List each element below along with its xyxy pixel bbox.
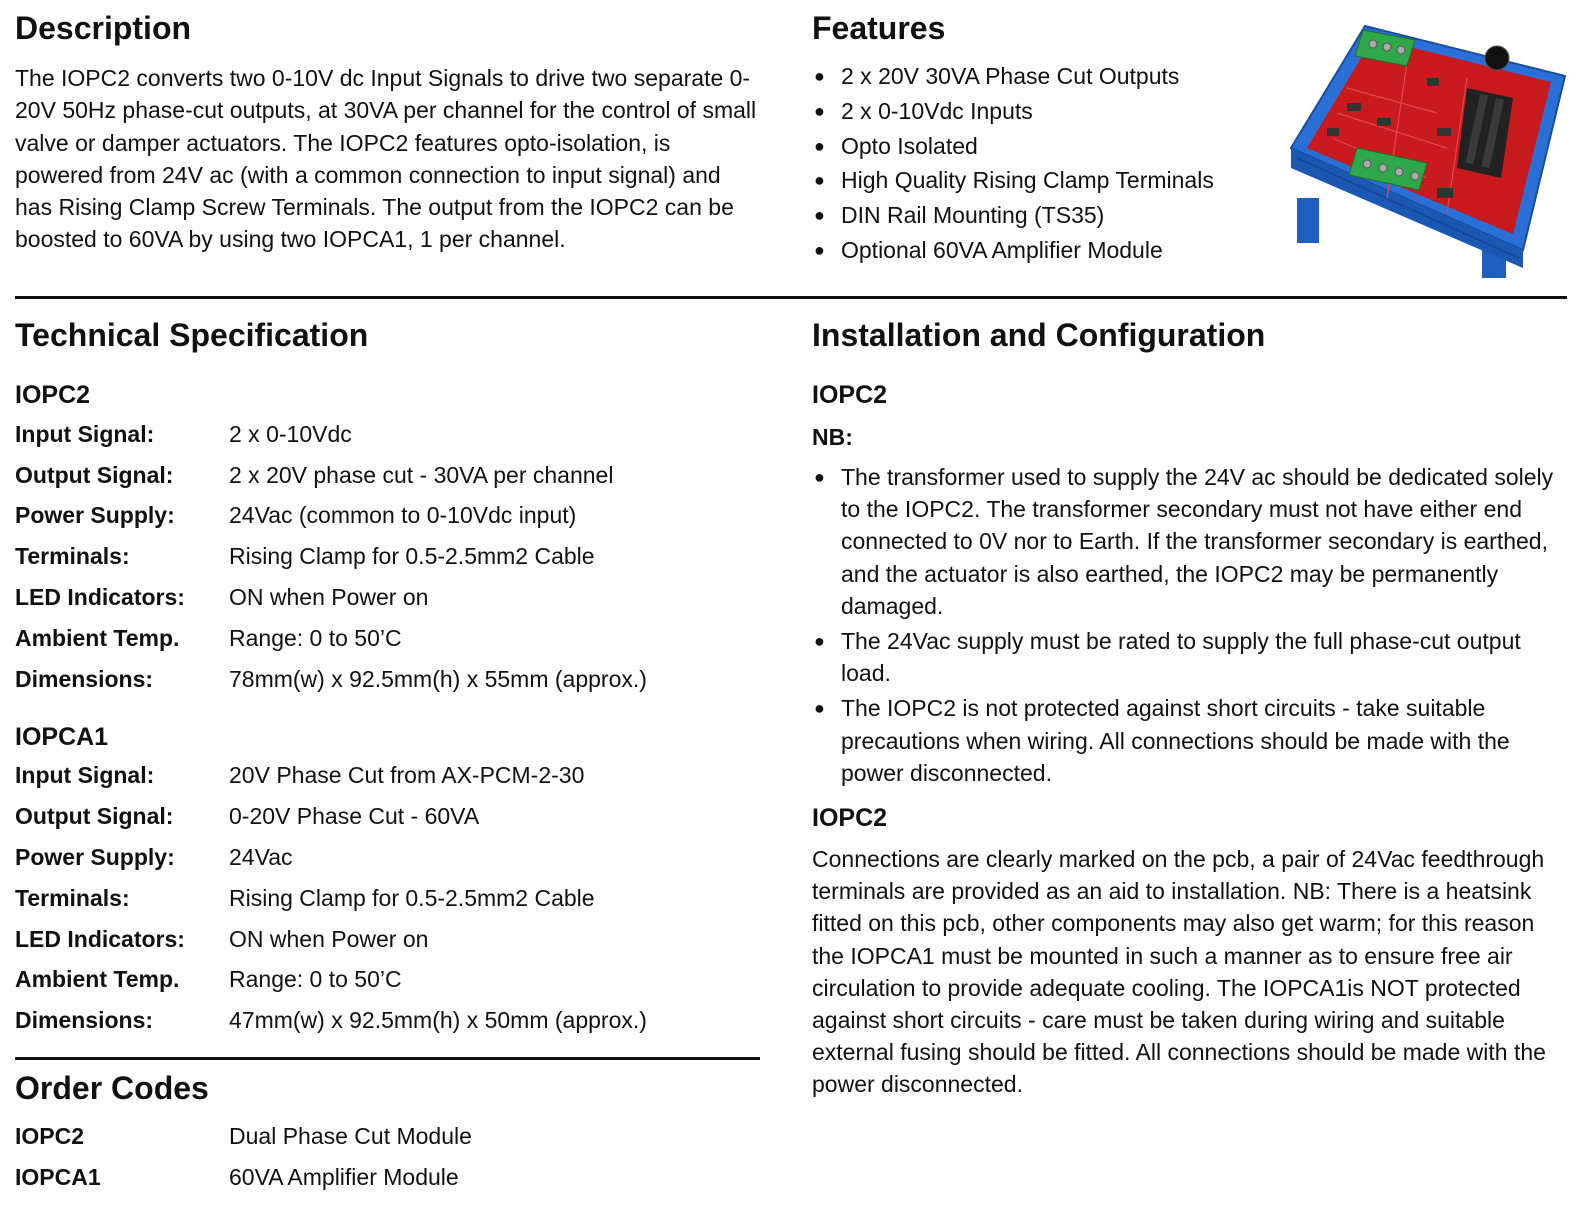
features-section — [812, 10, 1282, 268]
installation-section — [812, 317, 1567, 1101]
installation-subtitle-2: IOPC2 — [812, 804, 888, 833]
spec-row: Output Signal: 2 x 20V phase cut - 30VA per channel — [15, 461, 614, 488]
iopca1-spec-table — [15, 756, 760, 1042]
feature-item: ● Opto Isolated — [812, 129, 1282, 164]
order-codes-section — [15, 1070, 760, 1198]
order-codes-table — [15, 1116, 760, 1198]
spec-row: LED Indicators: ON when Power on — [15, 925, 429, 952]
spec-row: Output Signal: 0-20V Phase Cut - 60VA — [15, 803, 480, 830]
spec-row: Input Signal: 20V Phase Cut from AX-PCM-2-30 — [15, 762, 585, 789]
feature-item: ● Optional 60VA Amplifier Module — [812, 233, 1282, 268]
iopca1-spec-title: IOPCA1 — [15, 722, 109, 751]
installation-heading: Installation and Configuration — [812, 317, 1266, 353]
bullet-icon: ● — [814, 100, 825, 121]
installation-notes-list — [812, 461, 1567, 789]
feature-item: ● DIN Rail Mounting (TS35) — [812, 198, 1282, 233]
bullet-icon: ● — [814, 467, 825, 487]
spec-row: Ambient Temp. Range: 0 to 50’C — [15, 624, 402, 651]
divider-top — [15, 296, 1567, 299]
feature-item: ● 2 x 0-10Vdc Inputs — [812, 94, 1282, 129]
divider-order-codes — [15, 1057, 760, 1060]
spec-row: Dimensions: 78mm(w) x 92.5mm(h) x 55mm (approx.) — [15, 665, 647, 692]
bullet-icon: ● — [814, 135, 825, 156]
note-item: ● The 24Vac supply must be rated to supply the full phase-cut output load. — [812, 625, 1567, 689]
features-heading: Features — [812, 10, 946, 46]
spec-row: LED Indicators: ON when Power on — [15, 584, 429, 611]
nb-label: NB: — [812, 424, 853, 450]
order-codes-heading: Order Codes — [15, 1070, 209, 1106]
bullet-icon: ● — [814, 698, 825, 719]
spec-row: Terminals: Rising Clamp for 0.5-2.5mm2 Cable — [15, 543, 595, 570]
pcb-module-image — [1287, 18, 1567, 280]
description-text: The IOPC2 converts two 0-10V dc Input Signals to drive two separate 0-20V 50Hz phase-cut outputs, at 30VA per channel for the control of small valve or damper actuators. The IOPC2 features opto-isolation, is powered from 24V ac (with a common connection to input signal) and has Rising Clamp Screw Terminals. The output from the IOPC2 can be boosted to 60VA by using two IOPCA1, 1 per channel. — [15, 65, 757, 253]
order-code-row: IOPC2 Dual Phase Cut Module — [15, 1122, 472, 1149]
bullet-icon: ● — [814, 205, 825, 226]
iopc2-spec-table — [15, 414, 760, 700]
feature-item: ● 2 x 20V 30VA Phase Cut Outputs — [812, 59, 1282, 94]
features-list — [812, 59, 1282, 268]
spec-row: Dimensions: 47mm(w) x 92.5mm(h) x 50mm (approx.) — [15, 1007, 647, 1034]
spec-row: Terminals: Rising Clamp for 0.5-2.5mm2 Cable — [15, 884, 595, 911]
installation-subtitle: IOPC2 — [812, 381, 888, 409]
note-item: ● The IOPC2 is not protected against short circuits - take suitable precautions when wiring. All connections should be made with the power disconnected. — [812, 692, 1567, 789]
bullet-icon: ● — [814, 631, 825, 652]
capacitor — [1485, 46, 1509, 70]
bullet-icon: ● — [814, 239, 825, 260]
note-item: ● The transformer used to supply the 24V ac should be dedicated solely to the IOPC2. The transformer secondary must not have either end connected to 0V nor to Earth. If the transformer secondary is earthed, and the actuator is also earthed, the IOPC2 may be permanently damaged. — [812, 461, 1567, 622]
tech-spec-section — [15, 317, 760, 1041]
order-code-row: IOPCA1 60VA Amplifier Module — [15, 1163, 459, 1190]
installation-text: Connections are clearly marked on the pcb, a pair of 24Vac feedthrough terminals are provided as an aid to installation. NB: There is a heatsink fitted on this pcb, other components may also get warm; for this reason the IOPCA1 must be mounted in such a manner as to ensure free air circulation to provide adequate cooling. The IOPCA1is NOT protected against short circuits - care must be taken during wiring and suitable external fusing should be fitted. All connections should be made with the power disconnected. — [812, 846, 1546, 1098]
feature-item: ● High Quality Rising Clamp Terminals — [812, 163, 1282, 198]
spec-row: Input Signal: 2 x 0-10Vdc — [15, 420, 352, 447]
description-heading: Description — [15, 10, 192, 46]
spec-row: Ambient Temp. Range: 0 to 50’C — [15, 966, 402, 993]
tech-spec-heading: Technical Specification — [15, 317, 369, 353]
spec-row: Power Supply: 24Vac (common to 0-10Vdc input) — [15, 502, 577, 529]
bullet-icon: ● — [814, 170, 825, 191]
iopc2-spec-title: IOPC2 — [15, 381, 91, 409]
description-section — [15, 10, 760, 256]
spec-row: Power Supply: 24Vac — [15, 844, 293, 871]
bullet-icon: ● — [814, 66, 825, 86]
